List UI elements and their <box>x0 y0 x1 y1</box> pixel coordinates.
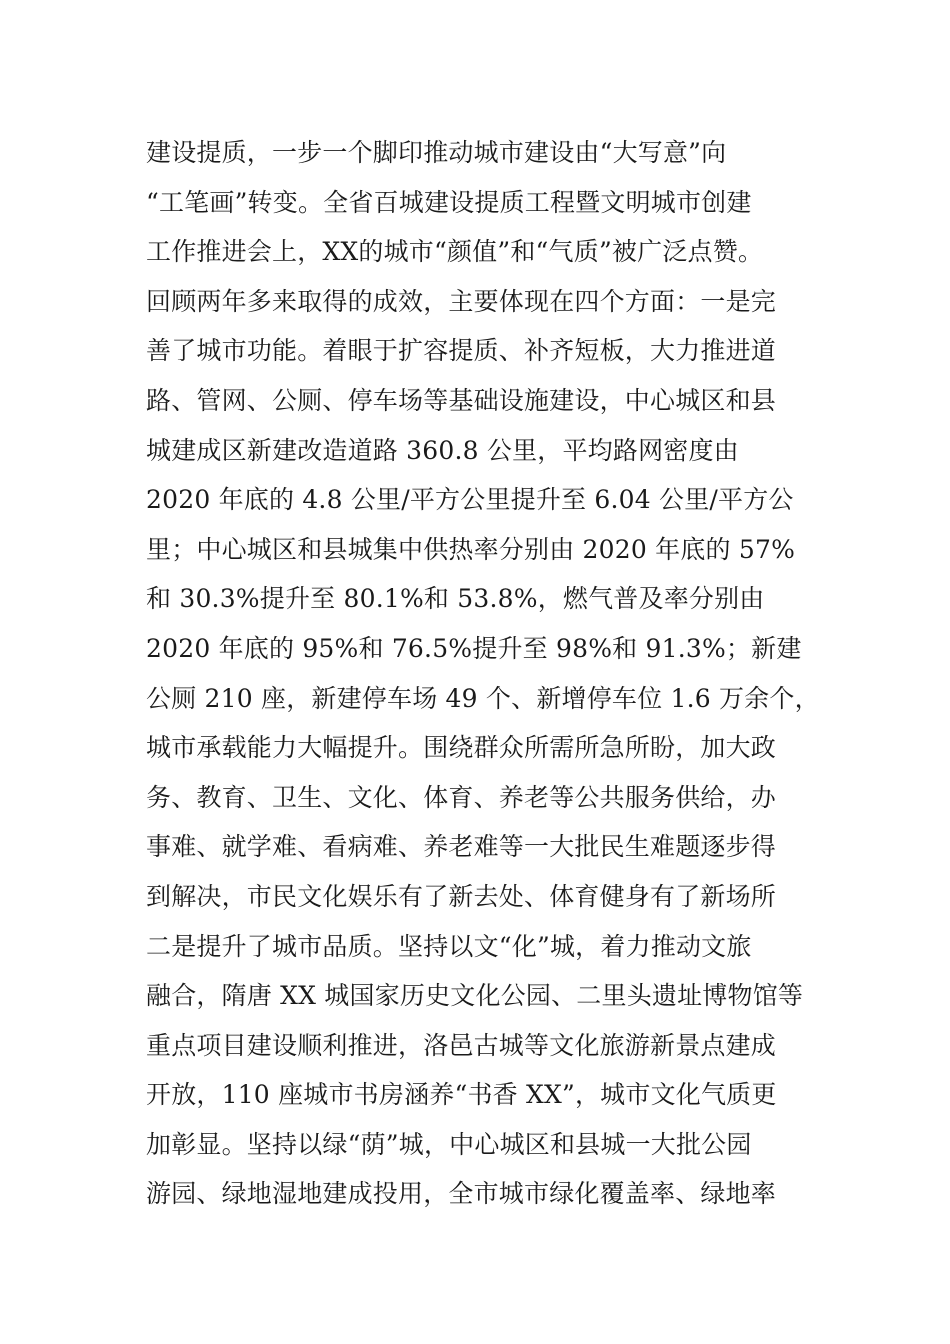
text-line: 二是提升了城市品质。坚持以文“化”城，着力推动文旅 <box>146 931 752 961</box>
text-line: 里；中心城区和县城集中供热率分别由 2020 年底的 57% <box>146 534 796 564</box>
text-line: 工作推进会上，XX的城市“颜值”和“气质”被广泛点赞。 <box>146 237 764 267</box>
text-line: 2020 年底的 95%和 76.5%提升至 98%和 91.3%；新建 <box>146 633 802 663</box>
text-line: 公厕 210 座，新建停车场 49 个、新增停车位 1.6 万余个， <box>146 683 820 713</box>
text-line: 加彰显。坚持以绿“荫”城，中心城区和县城一大批公园 <box>146 1129 752 1159</box>
text-line: “工笔画”转变。全省百城建设提质工程暨文明城市创建 <box>146 187 752 217</box>
text-line: 建设提质，一步一个脚印推动城市建设由“大写意”向 <box>146 138 727 167</box>
text-line: 重点项目建设顺利推进，洛邑古城等文化旅游新景点建成 <box>146 1030 777 1060</box>
text-line: 游园、绿地湿地建成投用，全市城市绿化覆盖率、绿地率 <box>146 1179 777 1209</box>
text-line: 回顾两年多来取得的成效，主要体现在四个方面：一是完 <box>146 286 777 316</box>
text-line: 融合，隋唐 XX 城国家历史文化公园、二里头遗址博物馆等 <box>146 981 804 1011</box>
body-text <box>146 128 826 1219</box>
text-line: 务、教育、卫生、文化、体育、养老等公共服务供给，办 <box>146 782 777 812</box>
text-line: 开放，110 座城市书房涵养“书香 XX”，城市文化气质更 <box>146 1080 777 1110</box>
text-line: 路、管网、公厕、停车场等基础设施建设，中心城区和县 <box>146 385 777 415</box>
text-line: 和 30.3%提升至 80.1%和 53.8%，燃气普及率分别由 <box>146 584 765 614</box>
text-line: 2020 年底的 4.8 公里/平方公里提升至 6.04 公里/平方公 <box>146 485 794 515</box>
text-line: 城建成区新建改造道路 360.8 公里，平均路网密度由 <box>146 435 739 465</box>
text-line: 城市承载能力大幅提升。围绕群众所需所急所盼，加大政 <box>146 733 777 763</box>
text-line: 到解决，市民文化娱乐有了新去处、体育健身有了新场所 <box>146 881 777 911</box>
text-line: 善了城市功能。着眼于扩容提质、补齐短板，大力推进道 <box>146 336 777 366</box>
text-line: 事难、就学难、看病难、养老难等一大批民生难题逐步得 <box>146 832 777 862</box>
